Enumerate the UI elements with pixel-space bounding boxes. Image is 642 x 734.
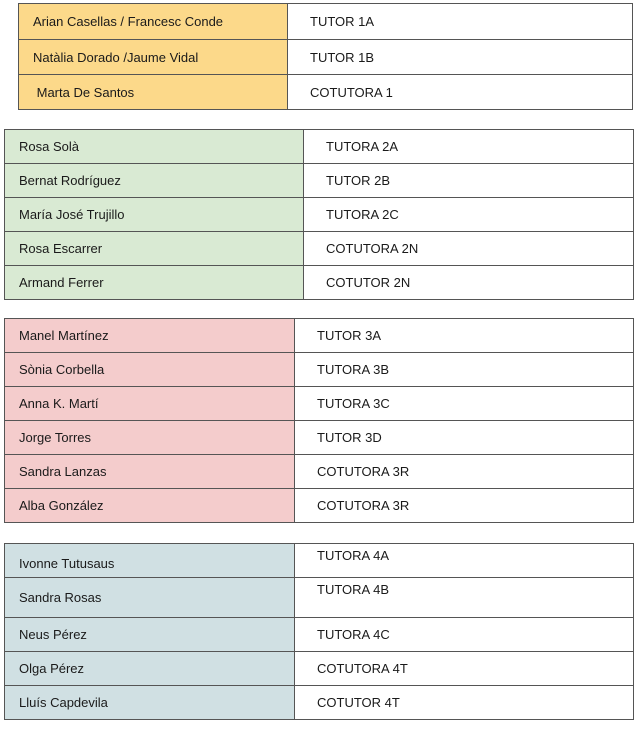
tutor-role: COTUTOR 4T	[295, 686, 634, 720]
table-row	[5, 130, 634, 164]
table-row	[19, 40, 633, 75]
teacher-name: Manel Martínez	[5, 319, 295, 353]
table-row	[19, 75, 633, 110]
table-row	[5, 686, 634, 720]
tutor-role: TUTOR 3D	[295, 421, 634, 455]
teacher-name: Rosa Escarrer	[5, 232, 304, 266]
tutor-role: TUTORA 3B	[295, 353, 634, 387]
teacher-name: Rosa Solà	[5, 130, 304, 164]
tutor-role: TUTORA 4C	[295, 618, 634, 652]
teacher-name: Ivonne Tutusaus	[5, 544, 295, 578]
table-row	[5, 319, 634, 353]
tutor-role: TUTORA 3C	[295, 387, 634, 421]
table-row	[5, 266, 634, 300]
tutor-role: TUTOR 3A	[295, 319, 634, 353]
teacher-name: Arian Casellas / Francesc Conde	[19, 4, 288, 40]
teacher-name: Alba González	[5, 489, 295, 523]
teacher-name: Olga Pérez	[5, 652, 295, 686]
table-row	[5, 198, 634, 232]
tutor-role: TUTORA 4A	[295, 544, 634, 578]
teacher-name: Armand Ferrer	[5, 266, 304, 300]
table-row	[5, 232, 634, 266]
teacher-name: María José Trujillo	[5, 198, 304, 232]
table-row	[5, 353, 634, 387]
table-row	[5, 618, 634, 652]
table-row	[5, 489, 634, 523]
teacher-name: Sandra Rosas	[5, 578, 295, 618]
tutor-role: COTUTORA 1	[288, 75, 633, 110]
tutor-role: TUTOR 1B	[288, 40, 633, 75]
tutor-role: TUTORA 2C	[304, 198, 634, 232]
tutor-role: COTUTOR 2N	[304, 266, 634, 300]
tutor-role: TUTORA 4B	[295, 578, 634, 618]
teacher-name: Jorge Torres	[5, 421, 295, 455]
teacher-name: Lluís Capdevila	[5, 686, 295, 720]
teacher-name: Bernat Rodríguez	[5, 164, 304, 198]
table-row	[5, 578, 634, 618]
teacher-name: Sandra Lanzas	[5, 455, 295, 489]
group-1-table	[18, 3, 633, 110]
teacher-name: Marta De Santos	[19, 75, 288, 110]
table-row	[19, 4, 633, 40]
teacher-name: Natàlia Dorado /Jaume Vidal	[19, 40, 288, 75]
table-row	[5, 421, 634, 455]
table-row	[5, 164, 634, 198]
table-row	[5, 455, 634, 489]
tutor-role: COTUTORA 4T	[295, 652, 634, 686]
tutor-role: TUTOR 2B	[304, 164, 634, 198]
teacher-name: Sònia Corbella	[5, 353, 295, 387]
tutor-role: TUTORA 2A	[304, 130, 634, 164]
tutor-role: COTUTORA 3R	[295, 455, 634, 489]
group-4-table	[4, 543, 634, 720]
group-3-table	[4, 318, 634, 523]
table-row	[5, 652, 634, 686]
group-2-table	[4, 129, 634, 300]
table-row	[5, 544, 634, 578]
teacher-name: Anna K. Martí	[5, 387, 295, 421]
tutor-role: COTUTORA 2N	[304, 232, 634, 266]
teacher-name: Neus Pérez	[5, 618, 295, 652]
tutor-role: TUTOR 1A	[288, 4, 633, 40]
tutor-role: COTUTORA 3R	[295, 489, 634, 523]
table-row	[5, 387, 634, 421]
